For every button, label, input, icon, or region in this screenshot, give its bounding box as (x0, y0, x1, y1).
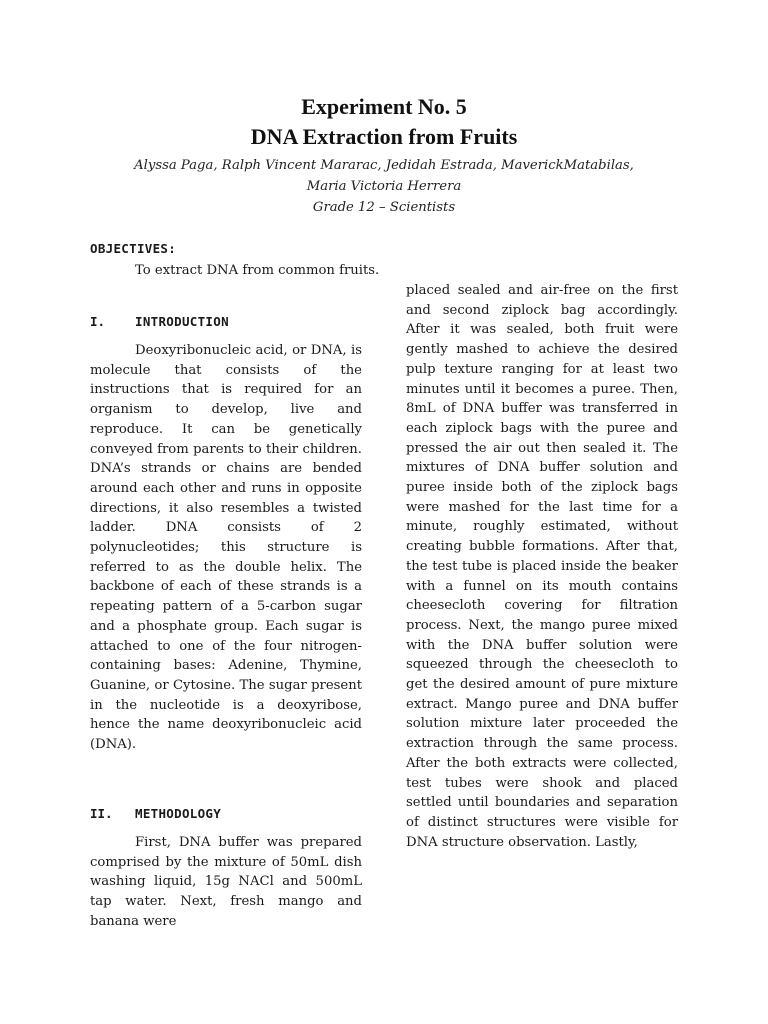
methodology-paragraph-start: First, DNA buffer was prepared comprised by the mixture of 50mL dish washing liquid, 15g NACl and 500mL tap water. Next, fresh mango and banana were (90, 835, 362, 929)
introduction-paragraph: Deoxyribonucleic acid, or DNA, is molecule that consists of the instructions that is required for an organism to develop, live and reproduce. It can be genetically conveyed from parents to their children. DNA’s strands or chains are bended around each other and runs in opposite directions, it also resembles a twisted ladder. DNA consists of 2 polynucleotides; this structure is referred to as the double helix. The backbone of each of these strands is a repeating pattern of a 5-carbon sugar and a phosphate group. Each sugar is attached to one of the four nitrogen-containing bases: Adenine, Thymine, Guanine, or Cytosine. The sugar present in the nucleotide is a deoxyribose, hence the name deoxyribonucleic acid (DNA). (90, 343, 362, 753)
introduction-body (90, 341, 362, 755)
introduction-heading: INTRODUCTION (135, 314, 229, 329)
introduction-number: I. (90, 314, 106, 329)
methodology-heading: METHODOLOGY (135, 806, 222, 821)
experiment-number-title: Experiment No. 5 (301, 94, 467, 119)
document-title: DNA Extraction from Fruits (250, 124, 518, 149)
objectives-text: To extract DNA from common fruits. (135, 263, 380, 278)
methodology-number: II. (90, 806, 113, 821)
authors-line-2: Maria Victoria Herrera (306, 179, 462, 194)
methodology-body-col1 (90, 833, 362, 932)
authors-line-1: Alyssa Paga, Ralph Vincent Mararac, Jedidah Estrada, MaverickMatabilas, (134, 158, 634, 173)
methodology-paragraph-continued: placed sealed and air-free on the first and second ziplock bag accordingly. After it was sealed, both fruit were gently mashed to achieve the desired pulp texture ranging for at least two minutes until it becomes a puree. Then, 8mL of DNA buffer was transferred in each ziplock bags with the puree and pressed the air out then sealed it. The mixtures of DNA buffer solution and puree inside both of the ziplock bags were mashed for the last time for a minute, roughly estimated, without creating bubble formations. After that, the test tube is placed inside the beaker with a funnel on its mouth contains cheesecloth covering for filtration process. Next, the mango puree mixed with the DNA buffer solution were squeezed through the cheesecloth to get the desired amount of pure mixture extract. Mango puree and DNA buffer solution mixture later proceeded the extraction through the same process. After the both extracts were collected, test tubes were shook and placed settled until boundaries and separation of distinct structures were visible for DNA structure observation. Lastly, (406, 283, 678, 850)
methodology-body-col2 (406, 281, 678, 852)
objectives-heading: OBJECTIVES: (90, 241, 177, 256)
grade-section: Grade 12 – Scientists (312, 200, 456, 215)
